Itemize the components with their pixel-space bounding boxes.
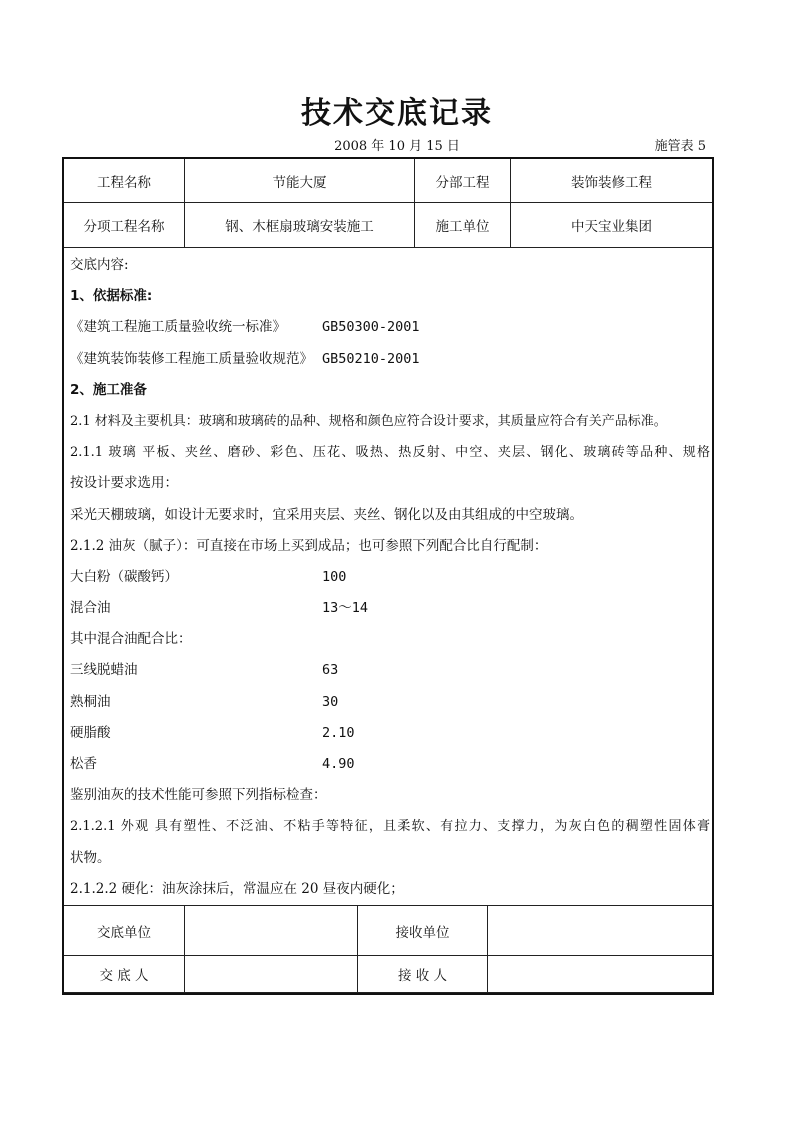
- content-intro: 交底内容:: [70, 257, 129, 273]
- standard-item: 《建筑装饰装修工程施工质量验收规范》 GB50210-2001: [70, 350, 420, 367]
- mix-item: 大白粉（碳酸钙） 100: [70, 568, 347, 585]
- project-name-label: 工程名称: [64, 159, 185, 203]
- form-number: 施管表 5: [654, 139, 706, 154]
- contractor: 中天宝业集团: [511, 203, 713, 248]
- subitem-label: 分项工程名称: [64, 203, 185, 248]
- mix-item: 三线脱蜡油 63: [70, 662, 339, 679]
- issuer-unit-label: 交底单位: [64, 906, 185, 956]
- receiver-unit-label: 接收单位: [358, 906, 488, 956]
- receiver-label: 接 收 人: [358, 956, 488, 993]
- paragraph: 采光天棚玻璃，如设计无要求时，宜采用夹层、夹丝、钢化以及由其组成的中空玻璃。: [70, 506, 583, 523]
- mix-item: 松香 4.90: [70, 756, 355, 772]
- contractor-label: 施工单位: [415, 203, 511, 248]
- section-2-heading: 2、施工准备: [70, 381, 147, 398]
- disclosure-content: [70, 250, 710, 905]
- signature-table: [63, 905, 713, 993]
- paragraph: 2.1.1 玻璃 平板、夹丝、磨砂、彩色、压花、吸热、热反射、中空、夹层、钢化、玻璃砖等品种、规格: [70, 445, 710, 461]
- standard-item: 《建筑工程施工质量验收统一标准》 GB50300-2001: [70, 319, 420, 336]
- mix-item: 硬脂酸 2.10: [70, 724, 355, 741]
- paragraph: 2.1.2.1 外观 具有塑性、不泛油、不粘手等特征，且柔软、有拉力、支撑力，为灰白色的稠塑性固体膏: [70, 819, 710, 835]
- issuer-field[interactable]: [185, 956, 358, 993]
- paragraph: 按设计要求选用：: [70, 475, 178, 492]
- division: 装饰装修工程: [511, 159, 713, 203]
- paragraph: 2.1.2.2 硬化：油灰涂抹后，常温应在 20 昼夜内硬化；: [70, 880, 404, 897]
- mix-item: 熟桐油 30: [70, 693, 339, 710]
- issuer-label: 交 底 人: [64, 956, 185, 993]
- project-name: 节能大厦: [185, 159, 415, 203]
- page-title: 技术交底记录: [301, 96, 493, 131]
- paragraph: 状物。: [70, 849, 111, 866]
- subitem: 钢、木框扇玻璃安装施工: [185, 203, 415, 248]
- mix-item: 混合油 13～14: [70, 600, 369, 617]
- paragraph: 2.1 材料及主要机具：玻璃和玻璃砖的品种、规格和颜色应符合设计要求，其质量应符合有关产品标准。: [70, 413, 667, 429]
- division-label: 分部工程: [415, 159, 511, 203]
- receiver-unit-field[interactable]: [488, 906, 713, 956]
- paragraph: 其中混合油配合比：: [70, 631, 192, 648]
- paragraph: 鉴别油灰的技术性能可参照下列指标检查：: [70, 787, 327, 804]
- receiver-field[interactable]: [488, 956, 713, 993]
- section-1-heading: 1、依据标准:: [70, 288, 153, 305]
- issuer-unit-field[interactable]: [185, 906, 358, 956]
- date: 2008 年 10 月 15 日: [334, 139, 460, 154]
- paragraph: 2.1.2 油灰（腻子）：可直接在市场上买到成品；也可参照下列配合比自行配制：: [70, 537, 548, 554]
